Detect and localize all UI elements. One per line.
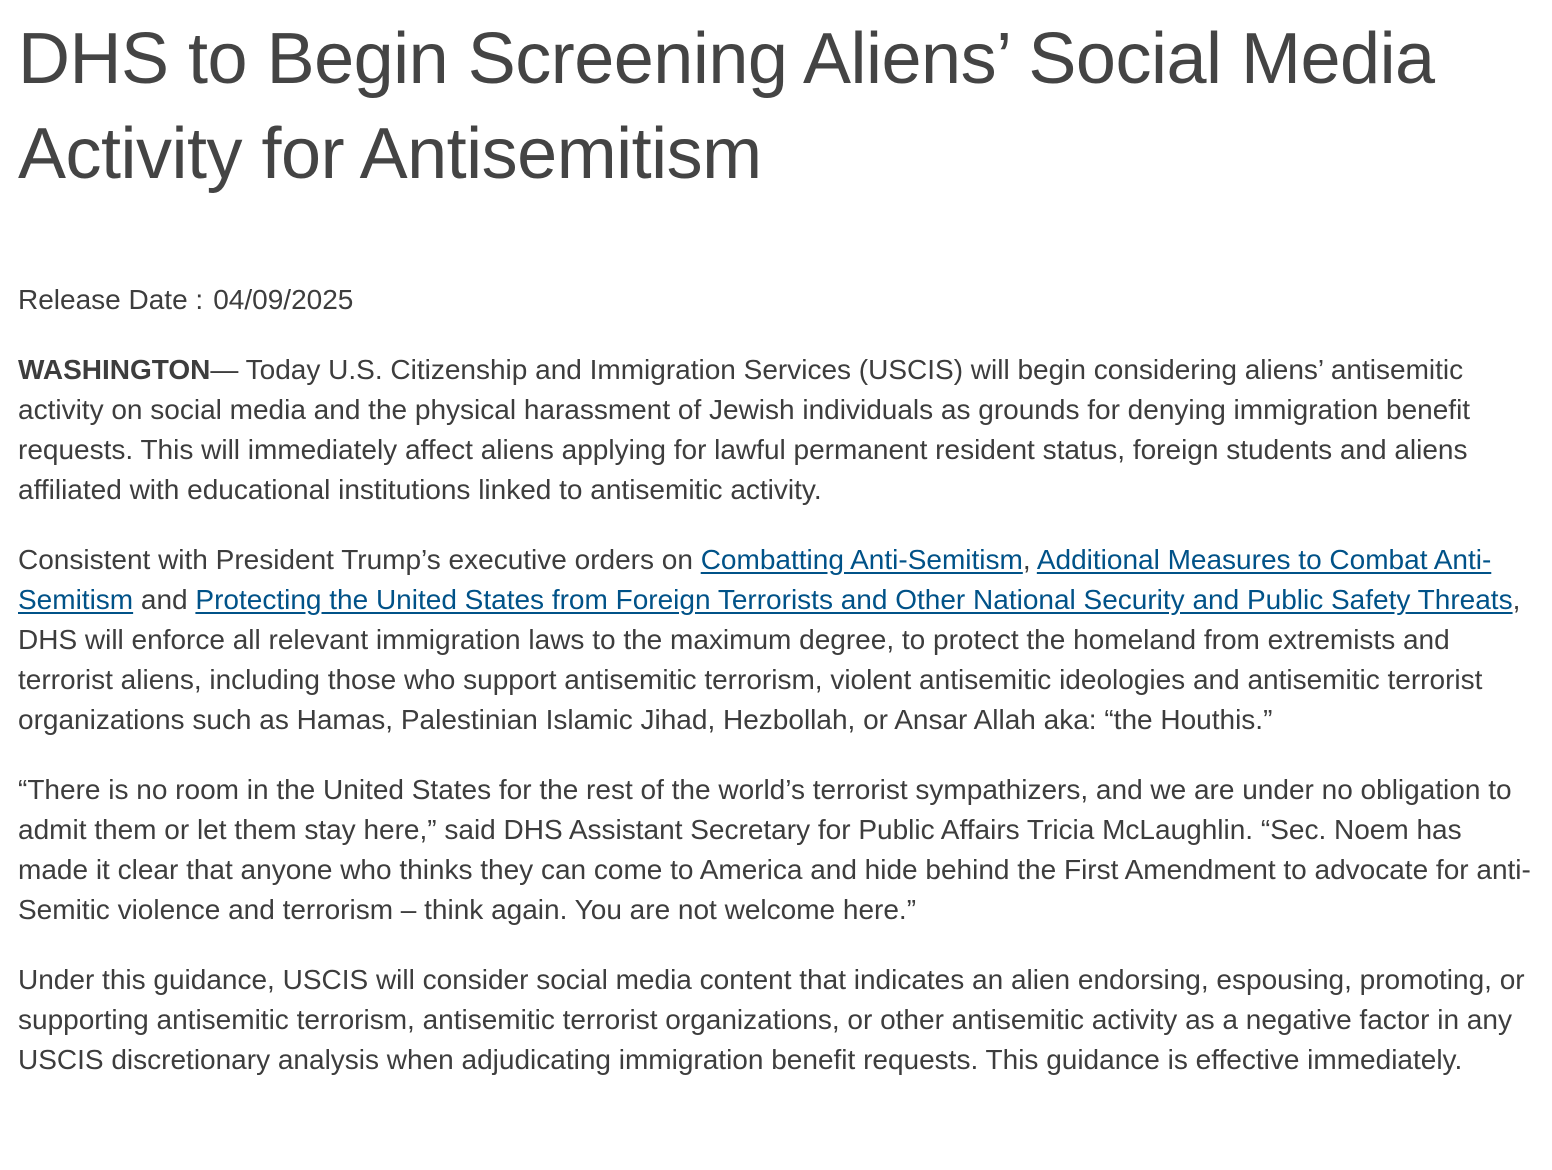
page-title: DHS to Begin Screening Aliens’ Social Media Activity for Antisemitism — [18, 19, 1435, 194]
paragraph-quote: “There is no room in the United States for the rest of the world’s terrorist sympathizers, and we are under no obligation to admit them or let them stay here,” said DHS Assistant Secretary for Public Affairs Tricia McLaughlin. “Sec. Noem has made it clear that anyone who thinks they can come to America and hide behind the First Amendment to advocate for anti-Semitic violence and terrorism – think again. You are not welcome here.” — [18, 774, 1531, 925]
eo-text-4: , DHS will enforce all relevant immigration laws to the maximum degree, to protect the homeland from extremists and terrorist aliens, including those who support antisemitic terrorism, violent antisemitic ideologies and antisemitic terrorist organizations such as Hamas, Palestinian Islamic Jihad, Hezbollah, or Ansar Allah aka: “the Houthis.” — [18, 584, 1521, 735]
link-combatting-anti-semitism[interactable]: Combatting Anti-Semitism — [700, 544, 1023, 575]
paragraph-guidance: Under this guidance, USCIS will consider social media content that indicates an alien endorsing, espousing, promoting, or supporting antisemitic terrorism, antisemitic terrorist organizations, or other antisemitic activity as a negative factor in any USCIS discretionary analysis when adjudicating immigration benefit requests. This guidance is effective immediately. — [18, 964, 1525, 1075]
eo-text-1: Consistent with President Trump’s executive orders on — [18, 544, 701, 575]
release-date-value: 04/09/2025 — [213, 284, 354, 315]
paragraph-intro-text: — Today U.S. Citizenship and Immigration Services (USCIS) will begin considering aliens’ antisemitic activity on social media and the physical harassment of Jewish individuals as grounds for denying immigration benefit requests. This will immediately affect aliens applying for lawful permanent resident status, foreign students and aliens affiliated with educational institutions linked to antisemitic activity. — [18, 354, 1471, 505]
eo-text-3: and — [133, 584, 196, 615]
release-date-label: Release Date : — [18, 284, 204, 315]
link-protecting-united-states[interactable]: Protecting the United States from Foreign Terrorists and Other National Security and Public Safety Threats — [195, 584, 1513, 615]
article — [0, 12, 1552, 1080]
paragraph-executive-orders — [18, 540, 1532, 740]
paragraph-intro — [18, 350, 1532, 510]
release-date-row — [18, 280, 1532, 320]
dateline: WASHINGTON — [18, 354, 211, 385]
eo-text-2: , — [1022, 544, 1037, 575]
link-additional-measures[interactable]: Additional Measures to Combat Anti-Semitism — [18, 544, 1492, 615]
